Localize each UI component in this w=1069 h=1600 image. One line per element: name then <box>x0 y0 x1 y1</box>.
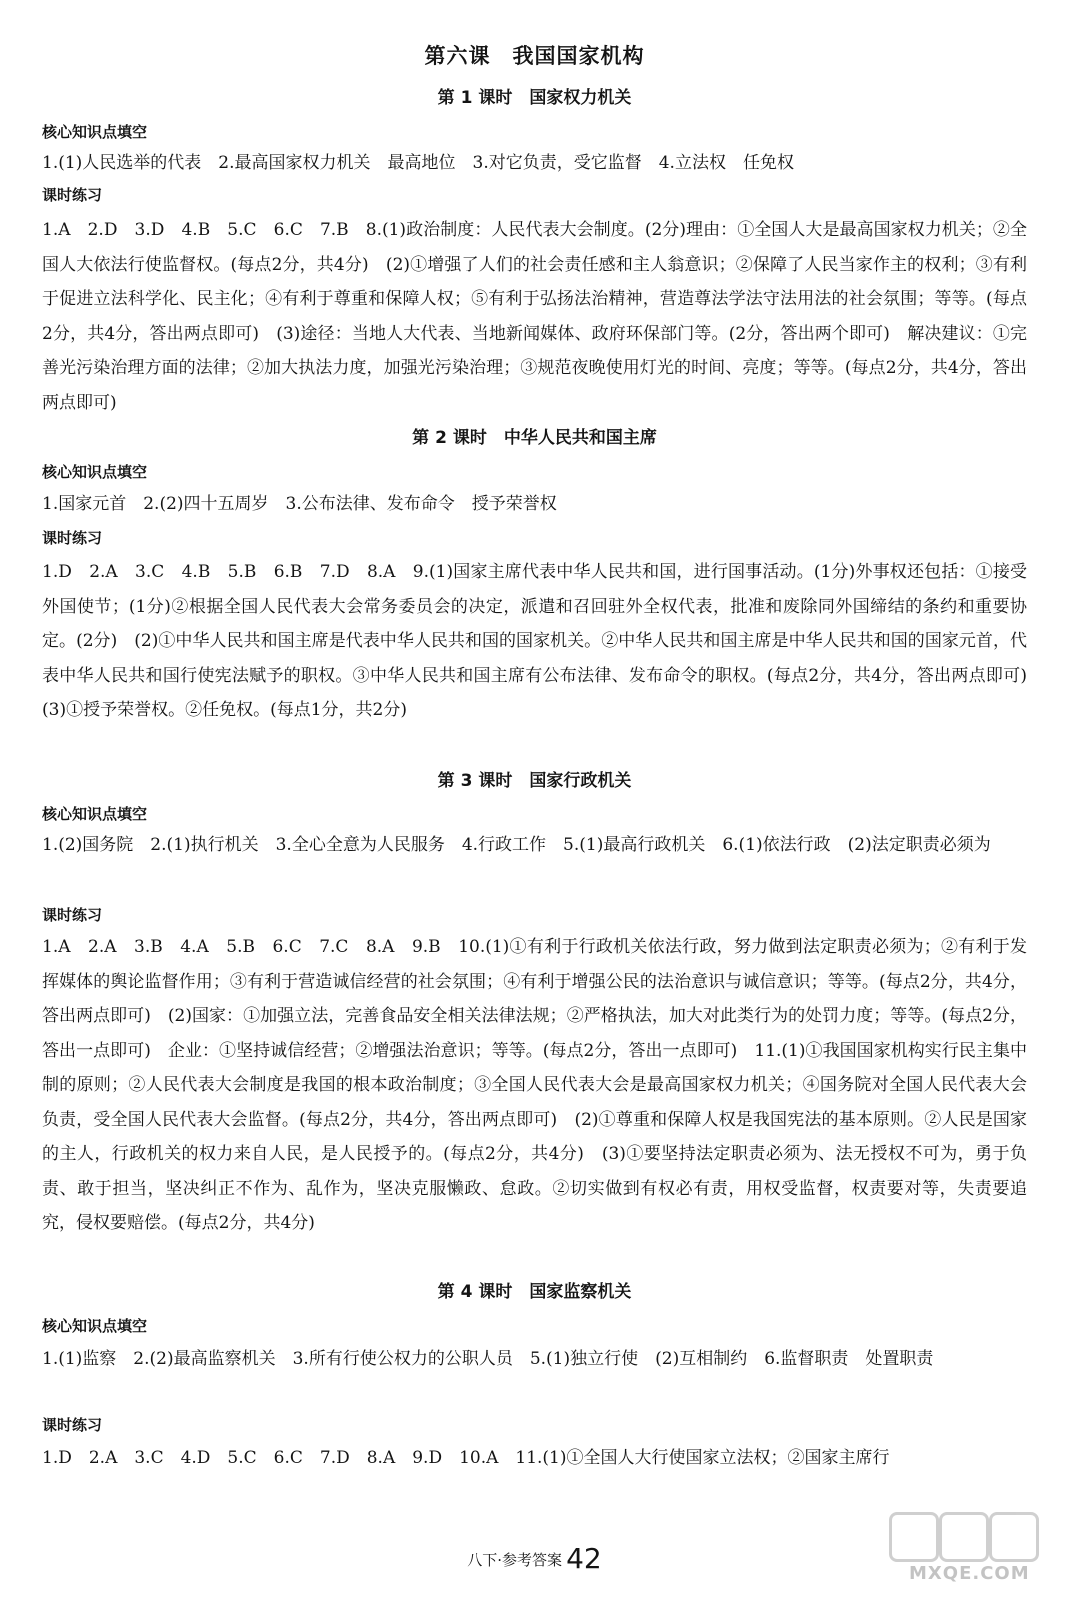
lesson-3-practice-label: 课时练习 <box>42 906 103 924</box>
lesson-3-practice-answers: 1.A 2.A 3.B 4.A 5.B 6.C 7.C 8.A 9.B 10.(1)①有利于行政机关依法行政，努力做到法定职责必须为；②有利于发挥媒体的舆论监督作用；③有利于营造诚信经营的社会氛围；④有利于增强公民的法治意识与诚信意识；等等。(每点2分，共4分，答出两点即可) (2)国家：①加强立法，完善食品安全相关法律法规；②严格执法，加大对此类行为的处罚力度；等等。(每点2分，答出一点即可) 企业：①坚持诚信经营；②增强法治意识；等等。(每点2分，答出一点即可) 11.(1)①我国国家机构实行民主集中制的原则；②人民代表大会制度是我国的根本政治制度；③全国人民代表大会是最高国家权力机关；④国务院对全国人民代表大会负责，受全国人民代表大会监督。(每点2分，共4分，答出两点即可) (2)①尊重和保障人权是我国宪法的基本原则。②人民是国家的主人，行政机关的权力来自人民，是人民授予的。(每点2分，共4分) (3)①要坚持法定职责必须为、法无授权不可为，勇于负责、敢于担当，坚决纠正不作为、乱作为，坚决克服懒政、怠政。②切实做到有权必有责，用权受监督，权责要对等，失责要追究，侵权要赔偿。(每点2分，共4分) <box>42 937 1027 1233</box>
lesson-3-core-answers: 1.(2)国务院 2.(1)执行机关 3.全心全意为人民服务 4.行政工作 5.(1)最高行政机关 6.(1)依法行政 (2)法定职责必须为 <box>42 835 991 855</box>
lesson-4-practice-answers: 1.D 2.A 3.C 4.D 5.C 6.C 7.D 8.A 9.D 10.A 11.(1)①全国人大行使国家立法权；②国家主席行 <box>42 1448 890 1468</box>
lesson-4-practice-label: 课时练习 <box>42 1416 103 1434</box>
watermark-logo-icon <box>989 1512 1039 1562</box>
chapter-title: 第六课 我国国家机构 <box>424 44 645 68</box>
lesson-4-title: 第 4 课时 国家监察机关 <box>437 1282 632 1302</box>
page-number: 42 <box>566 1542 602 1575</box>
watermark-text: MXQE.COM <box>909 1563 1030 1584</box>
lesson-3-core-label: 核心知识点填空 <box>42 805 148 823</box>
lesson-2-title: 第 2 课时 中华人民共和国主席 <box>412 428 657 448</box>
lesson-3-title: 第 3 课时 国家行政机关 <box>437 771 632 791</box>
lesson-2-practice-answers: 1.D 2.A 3.C 4.B 5.B 6.B 7.D 8.A 9.(1)国家主席代表中华人民共和国，进行国事活动。(1分)外事权还包括：①接受外国使节；(1分)②根据全国人民代表大会常务委员会的决定，派遣和召回驻外全权代表，批准和废除同外国缔结的条约和重要协定。(2分) (2)①中华人民共和国主席是代表中华人民共和国的国家机关。②中华人民共和国主席是中华人民共和国的国家元首，代表中华人民共和国行使宪法赋予的职权。③中华人民共和国主席有公布法律、发布命令的职权。(每点2分，共4分，答出两点即可) (3)①授予荣誉权。②任免权。(每点1分，共2分) <box>42 562 1044 720</box>
lesson-1-core-answers: 1.(1)人民选举的代表 2.最高国家权力机关 最高地位 3.对它负责，受它监督 4.立法权 任免权 <box>42 153 794 173</box>
lesson-2-practice-label: 课时练习 <box>42 529 103 547</box>
lesson-2-core-label: 核心知识点填空 <box>42 463 148 481</box>
lesson-1-practice-answers: 1.A 2.D 3.D 4.B 5.C 6.C 7.B 8.(1)政治制度：人民代表大会制度。(2分)理由：①全国人大是最高国家权力机关；②全国人大依法行使监督权。(每点2分，共4分) (2)①增强了人们的社会责任感和主人翁意识；②保障了人民当家作主的权利；③有利于促进立法科学化、民主化；④有利于尊重和保障人权；⑤有利于弘扬法治精神，营造尊法学法守法用法的社会氛围；等等。(每点2分，共4分，答出两点即可) (3)途径：当地人大代表、当地新闻媒体、政府环保部门等。(2分，答出两个即可) 解决建议：①完善光污染治理方面的法律；②加大执法力度，加强光污染治理；③规范夜晚使用灯光的时间、亮度；等等。(每点2分，共4分，答出两点即可) <box>42 220 1027 413</box>
lesson-2-core-answers: 1.国家元首 2.(2)四十五周岁 3.公布法律、发布命令 授予荣誉权 <box>42 494 557 514</box>
lesson-1-core-label: 核心知识点填空 <box>42 123 148 141</box>
watermark-logo-icon <box>889 1512 939 1562</box>
watermark-logo-icon <box>939 1512 989 1562</box>
footer-grade-label: 八下·参考答案 <box>467 1551 563 1569</box>
lesson-4-core-answers: 1.(1)监察 2.(2)最高监察机关 3.所有行使公权力的公职人员 5.(1)独立行使 (2)互相制约 6.监督职责 处置职责 <box>42 1349 934 1369</box>
lesson-4-core-label: 核心知识点填空 <box>42 1317 148 1335</box>
lesson-1-title: 第 1 课时 国家权力机关 <box>437 88 632 108</box>
lesson-1-practice-label: 课时练习 <box>42 186 103 204</box>
site-watermark <box>879 1512 1039 1590</box>
